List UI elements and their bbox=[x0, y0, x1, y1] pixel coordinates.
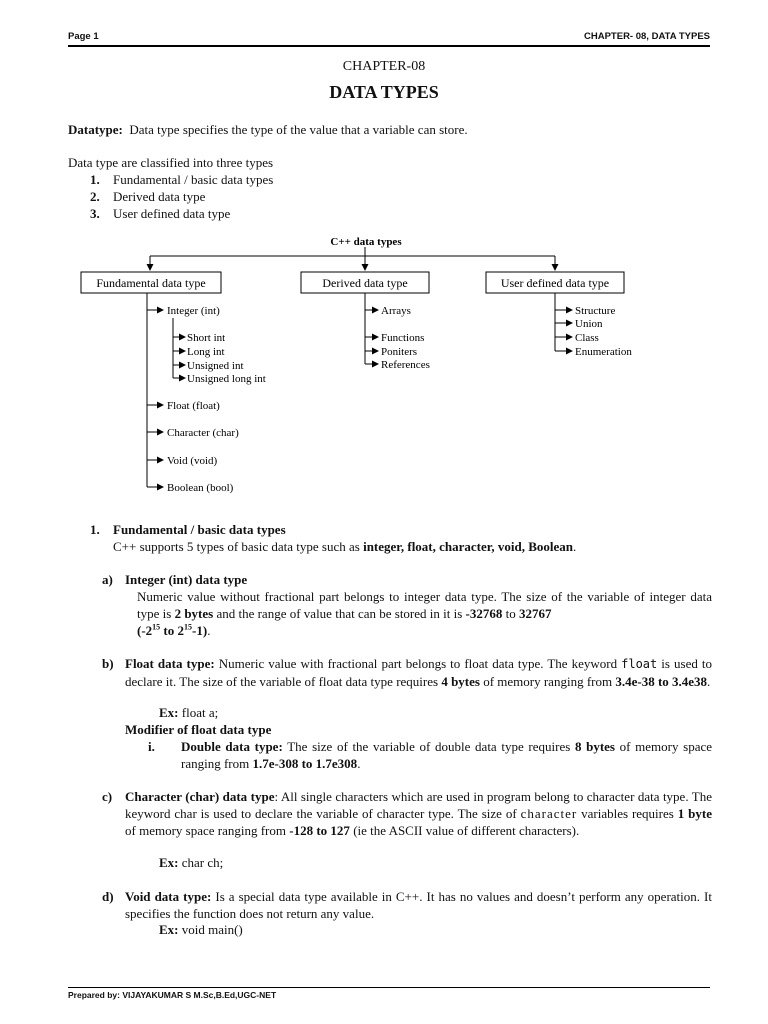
char-example: Ex: char ch; bbox=[159, 855, 224, 870]
classified-list bbox=[90, 171, 273, 222]
chapter-label: CHAPTER-08 bbox=[342, 59, 426, 74]
footer-divider bbox=[68, 987, 710, 988]
node-boolean: Boolean (bool) bbox=[167, 482, 234, 494]
node-class: Class bbox=[575, 332, 599, 344]
node-union: Union bbox=[575, 318, 603, 330]
modifier-heading: Modifier of float data type bbox=[125, 722, 272, 737]
classified-intro: Data type are classified into three types bbox=[68, 155, 274, 170]
list-item: 3. User defined data type bbox=[90, 206, 231, 221]
node-void: Void (void) bbox=[167, 455, 218, 467]
page-title: DATA TYPES bbox=[329, 82, 439, 102]
node-long-int: Long int bbox=[187, 346, 225, 358]
node-unsigned-int: Unsigned int bbox=[187, 360, 244, 372]
node-structure: Structure bbox=[575, 305, 616, 317]
node-arrays: Arrays bbox=[381, 305, 411, 317]
char-section: c) Character (char) data type: All single characters which are used in program belong to character data type. The keyword char is used to declare the variable of character type. The size of character variables requires 1 byte of memory space ranging from -128 to 127 (ie the ASCII value of different characters). bbox=[102, 789, 713, 838]
node-pointers: Poniters bbox=[381, 346, 418, 358]
node-references: References bbox=[381, 359, 430, 371]
page-header bbox=[68, 31, 710, 45]
integer-body: Numeric value without fractional part belongs to integer data type. The size of the variable of integer data type is 2 bytes and the range of value that can be stored in it is -32768 to 32767 ($-2^{15}$ to $2^{15}-1$). bbox=[137, 589, 712, 638]
integer-heading: a) Integer (int) data type bbox=[102, 572, 248, 587]
node-enumeration: Enumeration bbox=[575, 346, 632, 358]
definition-text: Data type specifies the type of the value that a variable can store. bbox=[129, 122, 468, 137]
header-chapter: CHAPTER- 08, DATA TYPES bbox=[584, 31, 710, 42]
node-integer: Integer (int) bbox=[167, 305, 220, 317]
node-unsigned-long-int: Unsigned long int bbox=[187, 373, 266, 385]
node-character: Character (char) bbox=[167, 427, 239, 439]
data-types-diagram bbox=[0, 228, 768, 500]
diagram-root: C++ data types bbox=[330, 236, 402, 248]
section-intro: C++ supports 5 types of basic data type such as integer, float, character, void, Boolean. bbox=[113, 539, 577, 554]
float-example: Ex: float a; bbox=[159, 705, 219, 720]
node-short-int: Short int bbox=[187, 332, 226, 344]
box-derived: Derived data type bbox=[322, 276, 408, 290]
double-section: i. Double data type: The size of the variable of double data type requires 8 bytes of memory space ranging from 1.7e-308 to 1.7e308. bbox=[148, 739, 713, 771]
box-user-defined: User defined data type bbox=[500, 276, 610, 290]
node-float: Float (float) bbox=[167, 400, 220, 412]
void-example: Ex: void main() bbox=[159, 922, 243, 937]
node-functions: Functions bbox=[381, 332, 425, 344]
definition bbox=[68, 121, 468, 138]
list-item: 1. Fundamental / basic data types bbox=[90, 172, 274, 187]
section-heading: 1. Fundamental / basic data types bbox=[90, 522, 286, 537]
page-number: Page 1 bbox=[68, 31, 99, 42]
header-divider bbox=[68, 45, 710, 47]
float-section: b) Float data type: Numeric value with fractional part belongs to float data type. The keyword float is used to declare it. The size of the variable of float data type requires 4 bytes of memory ranging from 3.4e-38 to 3.4e38. bbox=[102, 656, 712, 689]
box-fundamental: Fundamental data type bbox=[96, 276, 206, 290]
definition-term: Datatype: bbox=[68, 122, 123, 137]
void-section: d) Void data type: Is a special data type available in C++. It has no values and doesn’t perform any operation. It specifies the function does not return any value. bbox=[102, 889, 712, 921]
list-item: 2. Derived data type bbox=[90, 189, 206, 204]
footer-credit: Prepared by: VIJAYAKUMAR S M.Sc,B.Ed,UGC-NET bbox=[68, 990, 277, 1000]
